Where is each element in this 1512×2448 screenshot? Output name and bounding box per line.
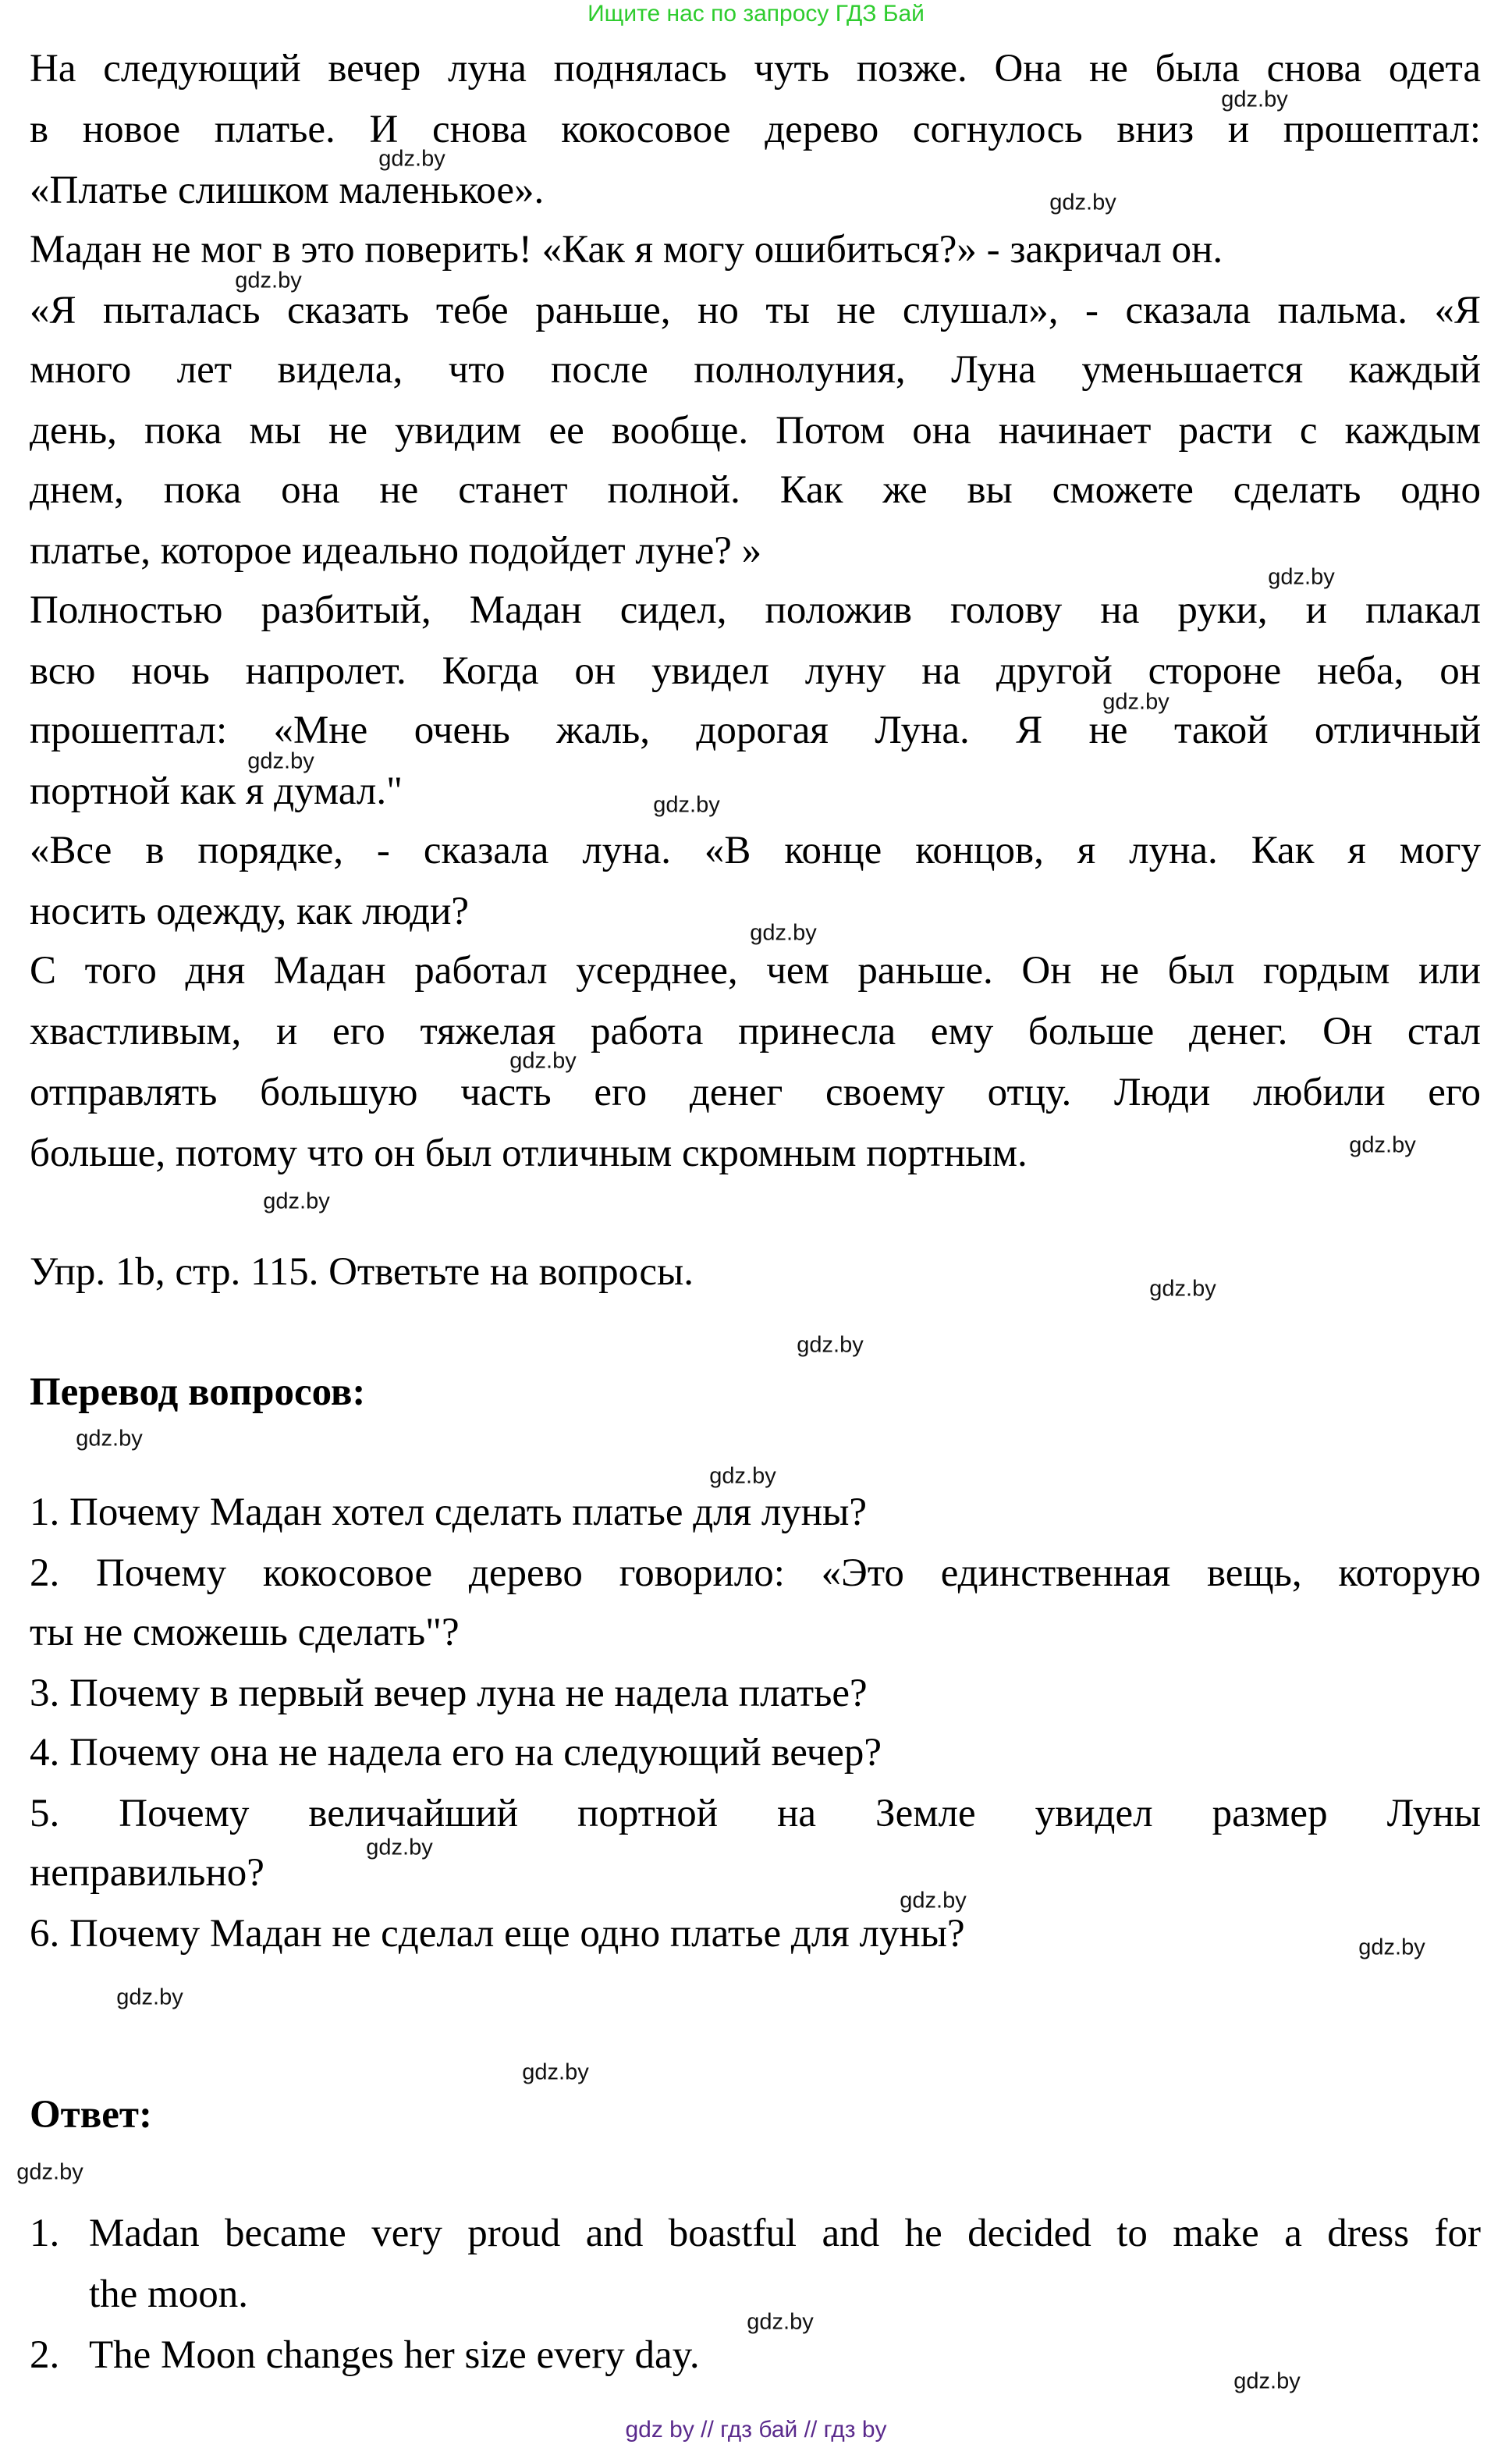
watermark: gdz.by	[16, 2159, 83, 2185]
answer-line: The Moon changes her size every day.	[89, 2333, 700, 2377]
watermark: gdz.by	[1358, 1935, 1425, 1960]
watermark: gdz.by	[1049, 190, 1116, 215]
watermark: gdz.by	[366, 1835, 433, 1860]
watermark: gdz.by	[709, 1463, 776, 1489]
answer-number: 1.	[30, 2212, 60, 2255]
watermark: gdz.by	[1221, 87, 1288, 112]
watermark: gdz.by	[1349, 1132, 1416, 1158]
text-line: Мадан не мог в это поверить! «Как я могу ошибиться?» - закричал он.	[30, 228, 1223, 272]
text-line: «Все в порядке, - сказала луна. «В конце концов, я луна. Как я могу	[30, 829, 1481, 872]
watermark: gdz.by	[76, 1426, 143, 1451]
watermark: gdz.by	[263, 1188, 330, 1214]
answer-line: the moon.	[89, 2272, 248, 2316]
text-line: больше, потому что он был отличным скромным портным.	[30, 1132, 1028, 1175]
text-line: отправлять большую часть его денег своему отцу. Люди любили его	[30, 1071, 1481, 1114]
text-line: На следующий вечер луна поднялась чуть позже. Она не была снова одета	[30, 47, 1481, 91]
watermark: gdz.by	[1268, 564, 1335, 590]
footer-links[interactable]: gdz by // гдз бай // гдз by	[625, 2417, 887, 2443]
text-line: прошептал: «Мне очень жаль, дорогая Луна. Я не такой отличный	[30, 709, 1481, 752]
text-line: хвастливым, и его тяжелая работа принесла ему больше денег. Он стал	[30, 1010, 1481, 1053]
watermark: gdz.by	[653, 792, 720, 818]
question-line: 3. Почему в первый вечер луна не надела платье?	[30, 1672, 868, 1715]
questions-heading: Перевод вопросов:	[30, 1370, 366, 1414]
question-line: 1. Почему Мадан хотел сделать платье для луны?	[30, 1490, 867, 1534]
watermark: gdz.by	[509, 1048, 577, 1074]
text-line: днем, пока она не станет полной. Как же вы сможете сделать одно	[30, 468, 1481, 512]
watermark: gdz.by	[1233, 2368, 1301, 2394]
answer-line: Madan became very proud and boastful and he decided to make a dress for	[89, 2212, 1481, 2255]
text-line: в новое платье. И снова кокосовое дерево согнулось вниз и прошептал:	[30, 108, 1481, 151]
text-line: день, пока мы не увидим ее вообще. Потом она начинает расти с каждым	[30, 409, 1481, 453]
question-line: неправильно?	[30, 1851, 264, 1895]
watermark: gdz.by	[750, 920, 817, 946]
question-line: 6. Почему Мадан не сделал еще одно платье для луны?	[30, 1912, 965, 1956]
watermark: gdz.by	[247, 748, 314, 774]
watermark: gdz.by	[1149, 1276, 1216, 1302]
watermark: gdz.by	[522, 2059, 589, 2085]
text-line: платье, которое идеально подойдет луне? »	[30, 529, 762, 573]
text-line: носить одежду, как люди?	[30, 890, 469, 933]
question-line: 5. Почему величайший портной на Земле увидел размер Луны	[30, 1792, 1481, 1835]
text-line: С того дня Мадан работал усерднее, чем раньше. Он не был гордым или	[30, 949, 1481, 993]
text-line: много лет видела, что после полнолуния, Луна уменьшается каждый	[30, 348, 1481, 392]
answer-number: 2.	[30, 2333, 60, 2377]
watermark: gdz.by	[1102, 689, 1169, 715]
text-line: «Я пыталась сказать тебе раньше, но ты не слушал», - сказала пальма. «Я	[30, 289, 1481, 332]
text-line: Полностью разбитый, Мадан сидел, положив голову на руки, и плакал	[30, 588, 1481, 632]
exercise-title: Упр. 1b, стр. 115. Ответьте на вопросы.	[30, 1250, 694, 1294]
watermark: gdz.by	[116, 1984, 183, 2010]
text-line: портной как я думал."	[30, 769, 403, 813]
watermark: gdz.by	[378, 146, 445, 172]
watermark: gdz.by	[797, 1332, 864, 1358]
text-line: «Платье слишком маленькое».	[30, 169, 545, 212]
search-banner: Ищите нас по запросу ГДЗ Бай	[587, 1, 925, 27]
watermark: gdz.by	[747, 2309, 814, 2335]
answer-heading: Ответ:	[30, 2093, 152, 2137]
question-line: ты не сможешь сделать"?	[30, 1611, 460, 1654]
question-line: 4. Почему она не надела его на следующий вечер?	[30, 1731, 882, 1775]
text-line: всю ночь напролет. Когда он увидел луну на другой стороне неба, он	[30, 649, 1481, 693]
watermark: gdz.by	[235, 268, 302, 293]
question-line: 2. Почему кокосовое дерево говорило: «Это единственная вещь, которую	[30, 1551, 1481, 1595]
watermark: gdz.by	[900, 1888, 967, 1913]
